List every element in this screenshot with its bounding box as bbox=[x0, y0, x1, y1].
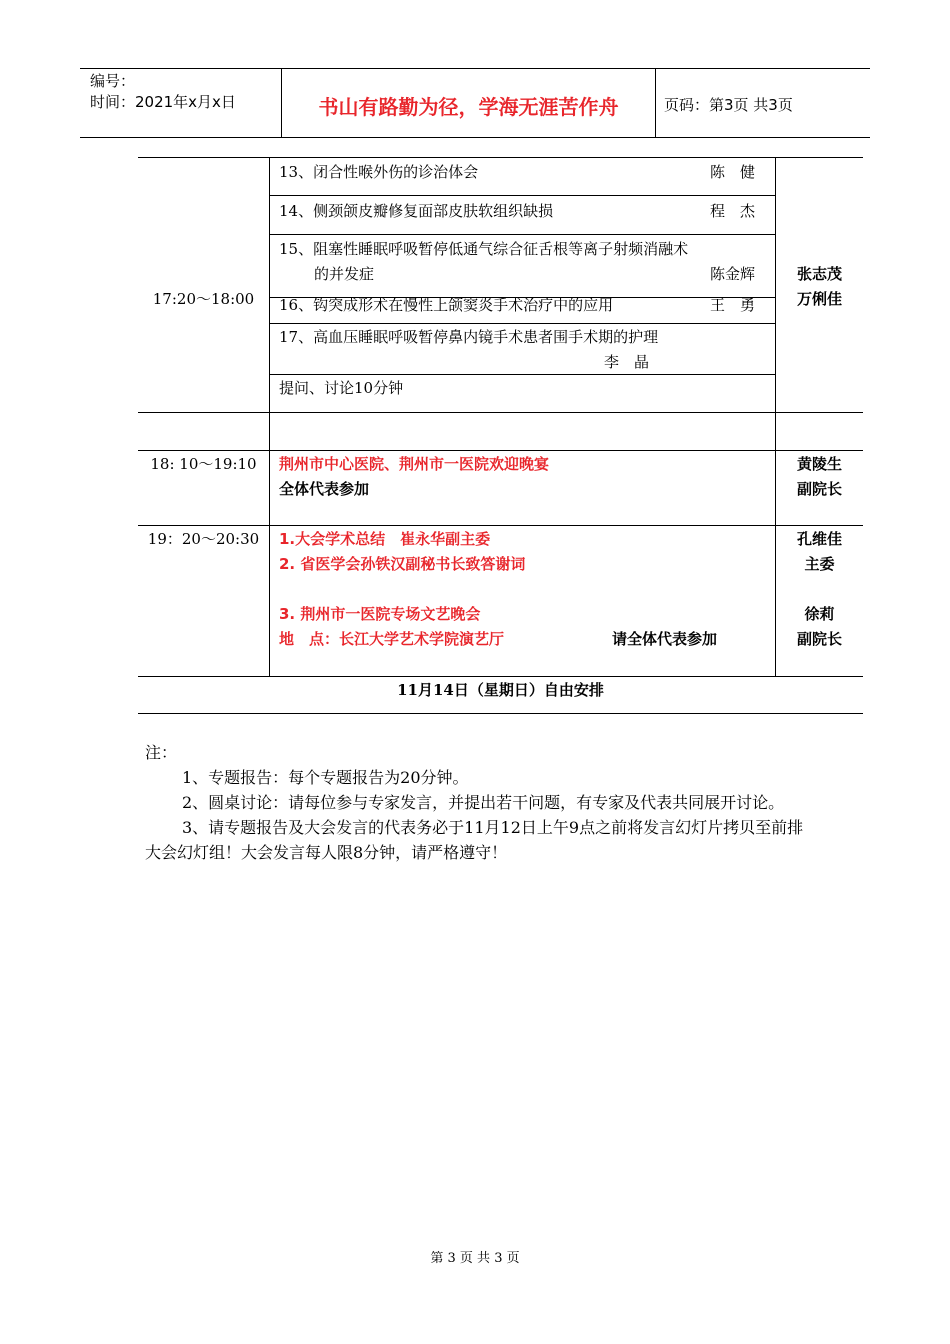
closing-item: 3. 荆州市一医院专场文艺晚会 bbox=[279, 605, 481, 623]
date-label: 时间：2021年x月x日 bbox=[90, 93, 236, 111]
table-rule bbox=[269, 195, 776, 196]
table-rule bbox=[269, 234, 776, 235]
closing-host-name: 徐莉 bbox=[804, 605, 835, 623]
closing-time: 19：20～20:30 bbox=[147, 530, 260, 548]
serial-number-label: 编号： bbox=[90, 72, 136, 90]
talk-title-continued: 的并发症 bbox=[314, 265, 375, 283]
note-item: 2、圆桌讨论：请每位参与专家发言，并提出若干问题，有专家及代表共同展开讨论。 bbox=[182, 793, 785, 812]
closing-invite: 请全体代表参加 bbox=[612, 630, 718, 648]
talk-title: 15、阻塞性睡眠呼吸暂停低通气综合征舌根等离子射频消融术 bbox=[279, 240, 689, 258]
table-column-rule bbox=[775, 157, 776, 676]
closing-item: 2. 省医学会孙铁汉副秘书长致答谢词 bbox=[279, 555, 526, 573]
talk-title: 17、高血压睡眠呼吸暂停鼻内镜手术患者围手术期的护理 bbox=[279, 328, 659, 346]
header-motto: 书山有路勤为径，学海无涯苦作舟 bbox=[318, 95, 619, 119]
header-meta bbox=[90, 71, 236, 113]
talk-speaker: 王 勇 bbox=[710, 296, 756, 314]
banquet-note: 全体代表参加 bbox=[279, 480, 370, 498]
discussion-note: 提问、讨论10分钟 bbox=[279, 379, 404, 397]
note-item: 3、请专题报告及大会发言的代表务必于11月12日上午9点之前将发言幻灯片拷贝至前排大会幻灯组！大会发言每人限8分钟，请严格遵守！ bbox=[145, 818, 804, 862]
table-column-rule bbox=[269, 157, 270, 676]
table-rule bbox=[269, 323, 776, 324]
table-rule bbox=[269, 374, 776, 375]
table-rule bbox=[138, 525, 863, 526]
talk-speaker: 陈 健 bbox=[710, 163, 756, 181]
closing-host-name: 孔维佳 bbox=[796, 530, 842, 548]
page-footer: 第 3 页 共 3 页 bbox=[430, 1251, 520, 1266]
session-time: 17:20～18:00 bbox=[152, 290, 255, 308]
table-rule bbox=[138, 450, 863, 451]
banquet-host-name: 黄陵生 bbox=[796, 455, 842, 473]
talk-title: 16、钩突成形术在慢性上颌窦炎手术治疗中的应用 bbox=[279, 296, 614, 314]
page-header bbox=[80, 68, 870, 138]
banquet-time: 18: 10～19:10 bbox=[150, 455, 257, 473]
talk-title: 13、闭合性喉外伤的诊治体会 bbox=[279, 163, 479, 181]
session-host: 张志茂 bbox=[796, 265, 842, 283]
session-host: 万俐佳 bbox=[796, 290, 842, 308]
talk-speaker: 程 杰 bbox=[710, 202, 756, 220]
talk-speaker: 李 晶 bbox=[604, 353, 650, 371]
free-day-row: 11月14日（星期日）自由安排 bbox=[397, 681, 604, 699]
table-rule bbox=[776, 157, 863, 158]
table-rule bbox=[138, 713, 863, 714]
note-item: 1、专题报告：每个专题报告为20分钟。 bbox=[182, 768, 469, 787]
banquet-host-title: 副院长 bbox=[796, 480, 842, 498]
table-rule bbox=[269, 157, 776, 158]
talk-title: 14、侧颈颌皮瓣修复面部皮肤软组织缺损 bbox=[279, 202, 554, 220]
notes-title: 注： bbox=[145, 743, 178, 762]
banquet-title: 荆州市中心医院、荆州市一医院欢迎晚宴 bbox=[279, 455, 550, 473]
header-divider bbox=[655, 69, 656, 137]
header-page-info: 页码：第3页 共3页 bbox=[664, 96, 793, 114]
closing-item: 1.大会学术总结 崔永华副主委 bbox=[279, 530, 491, 548]
talk-speaker: 陈金辉 bbox=[710, 265, 756, 283]
closing-host-title: 副院长 bbox=[796, 630, 842, 648]
table-rule bbox=[138, 157, 269, 158]
table-rule bbox=[138, 676, 863, 677]
closing-host-title: 主委 bbox=[804, 555, 835, 573]
notes-section bbox=[145, 740, 815, 865]
schedule-table bbox=[138, 157, 863, 714]
table-rule bbox=[138, 412, 863, 413]
closing-venue: 地 点：长江大学艺术学院演艺厅 bbox=[279, 630, 505, 648]
